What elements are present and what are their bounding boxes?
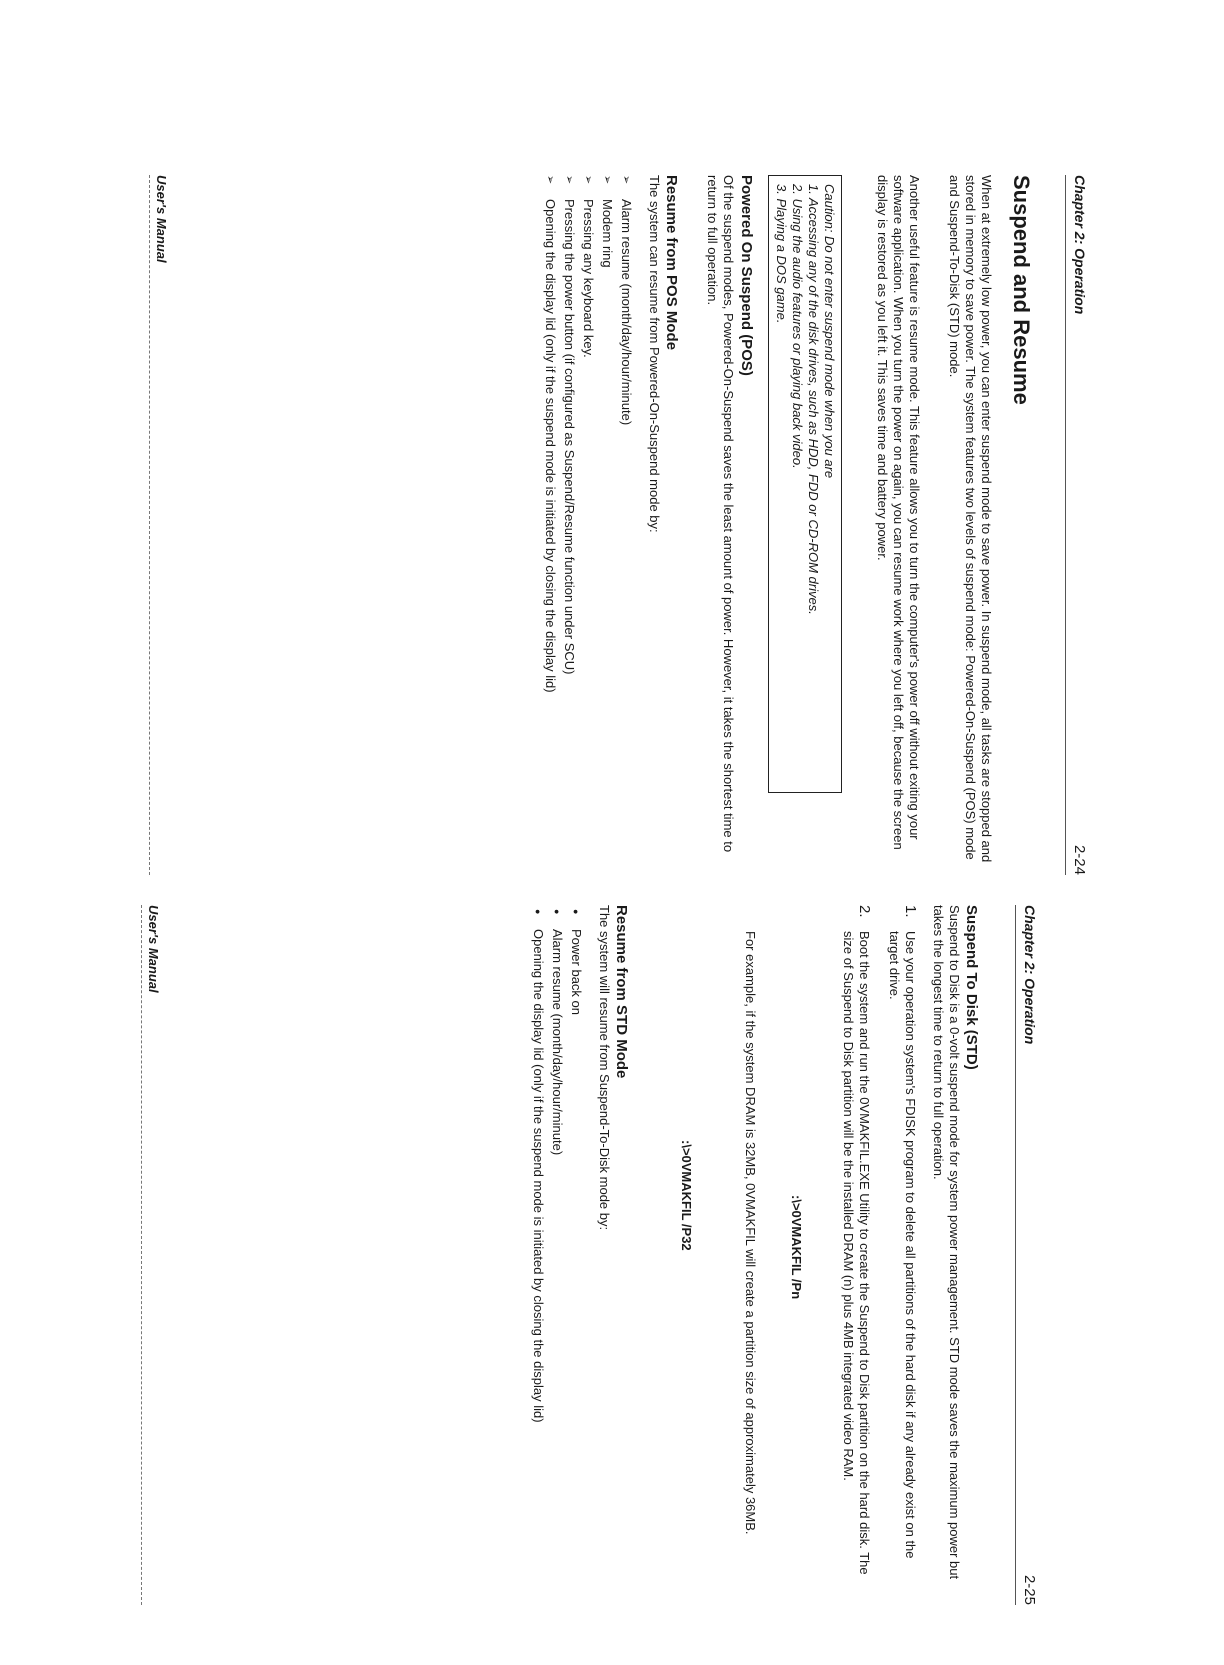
intro-paragraph: When at extremely low power, you can enter suspend mode to save power. In suspend mode, all tasks are stopped and stored in memory to save power. The system features two levels of suspend mode: Powered-On-Suspend (POS) mode and Suspend-To-Disk (STD) mode. xyxy=(947,175,994,863)
step-item xyxy=(886,905,918,1585)
page-header xyxy=(1065,175,1090,875)
step-text: Use your operation system's FDISK program to delete all partitions of the hard disk if any already exist on the target drive. xyxy=(887,931,918,1559)
page-footer xyxy=(119,905,161,1605)
list-item: ➢ Opening the display lid (only if the suspend mode is initiated by closing the display lid) xyxy=(542,175,558,735)
resume-std-list xyxy=(527,905,584,1545)
list-item: ● Opening the display lid (only if the suspend mode is initiated by closing the display lid) xyxy=(530,905,546,1545)
resume-pos-intro: The system can resume from Powered-On-Suspend mode by: xyxy=(647,175,662,533)
page-header xyxy=(1015,905,1040,1605)
page-2-25 xyxy=(146,905,1040,1665)
chapter-title: Chapter 2: Operation xyxy=(1072,175,1088,315)
footer-label: User's Manual xyxy=(154,175,169,263)
resume-pos-heading: Resume from POS Mode xyxy=(663,175,680,351)
list-item: ➢ Pressing the power button (if configured as Suspend/Resume function under SCU) xyxy=(561,175,577,735)
caution-item: 1. Accessing any of the disk drives, such as HDD, FDD or CD-ROM drives. xyxy=(806,184,821,615)
list-item: ➢ Pressing any keyboard key. xyxy=(580,175,596,735)
std-steps xyxy=(826,905,918,1585)
list-item: ➢ Alarm resume (month/day/hour/minute) xyxy=(618,175,634,735)
caution-item: 2. Using the audio features or playing back video. xyxy=(790,184,805,469)
page-number: 2-24 xyxy=(1071,844,1088,875)
resume-std-intro: The system will resume from Suspend-To-Disk mode by: xyxy=(597,905,612,1231)
step-number: 2. xyxy=(856,905,873,918)
section-title: Suspend and Resume xyxy=(1009,175,1034,405)
step-text: Boot the system and run the 0VMAKFIL.EXE Utility to create the Suspend to Disk partition on the hard disk. The size of Suspend to Disk partition will be the installed DRAM (n) plus 4MB integrated video RAM. xyxy=(841,931,872,1575)
caution-lead: Caution: Do not enter suspend mode when you are xyxy=(822,184,837,479)
resume-std-heading: Resume from STD Mode xyxy=(613,905,630,1079)
pos-heading: Powered On Suspend (POS) xyxy=(738,175,755,376)
caution-item: 3. Playing a DOS game. xyxy=(774,184,789,324)
list-item: ● Alarm resume (month/day/hour/minute) xyxy=(549,905,565,1545)
chapter-title: Chapter 2: Operation xyxy=(1022,905,1038,1045)
std-paragraph: Suspend to Disk is a 0-volt suspend mode for system power management. STD mode saves the maximum power but takes the longest time to return to full operation. xyxy=(931,905,962,1580)
command-pn: :\>0VMAKFIL /Pn xyxy=(789,1195,804,1300)
page-number: 2-25 xyxy=(1021,1574,1038,1605)
example-paragraph: For example, if the system DRAM is 32MB, 0VMAKFIL will create a partition size of approximately 36MB. xyxy=(743,931,758,1535)
step-item xyxy=(840,905,872,1585)
command-p32: :\>0VMAKFIL /P32 xyxy=(679,1140,694,1251)
caution-box xyxy=(768,175,842,793)
pos-paragraph: Of the suspend modes, Powered-On-Suspend saves the least amount of power. However, it takes the shortest time to return to full operation. xyxy=(705,175,736,853)
resume-paragraph: Another useful feature is resume mode. This feature allows you to turn the computer's power off without exiting your software application. When you turn the power on again, you can resume work where you left off, because the screen display is restored as you left it. This saves time and battery power. xyxy=(875,175,922,850)
list-item: ● Power back on xyxy=(568,905,584,1545)
std-heading: Suspend To Disk (STD) xyxy=(963,905,980,1070)
resume-pos-list xyxy=(539,175,634,735)
page-2-24 xyxy=(154,175,1090,935)
page-footer xyxy=(127,175,169,875)
step-number: 1. xyxy=(902,905,919,918)
footer-label: User's Manual xyxy=(146,905,161,993)
list-item: ➢ Modem ring xyxy=(599,175,615,735)
